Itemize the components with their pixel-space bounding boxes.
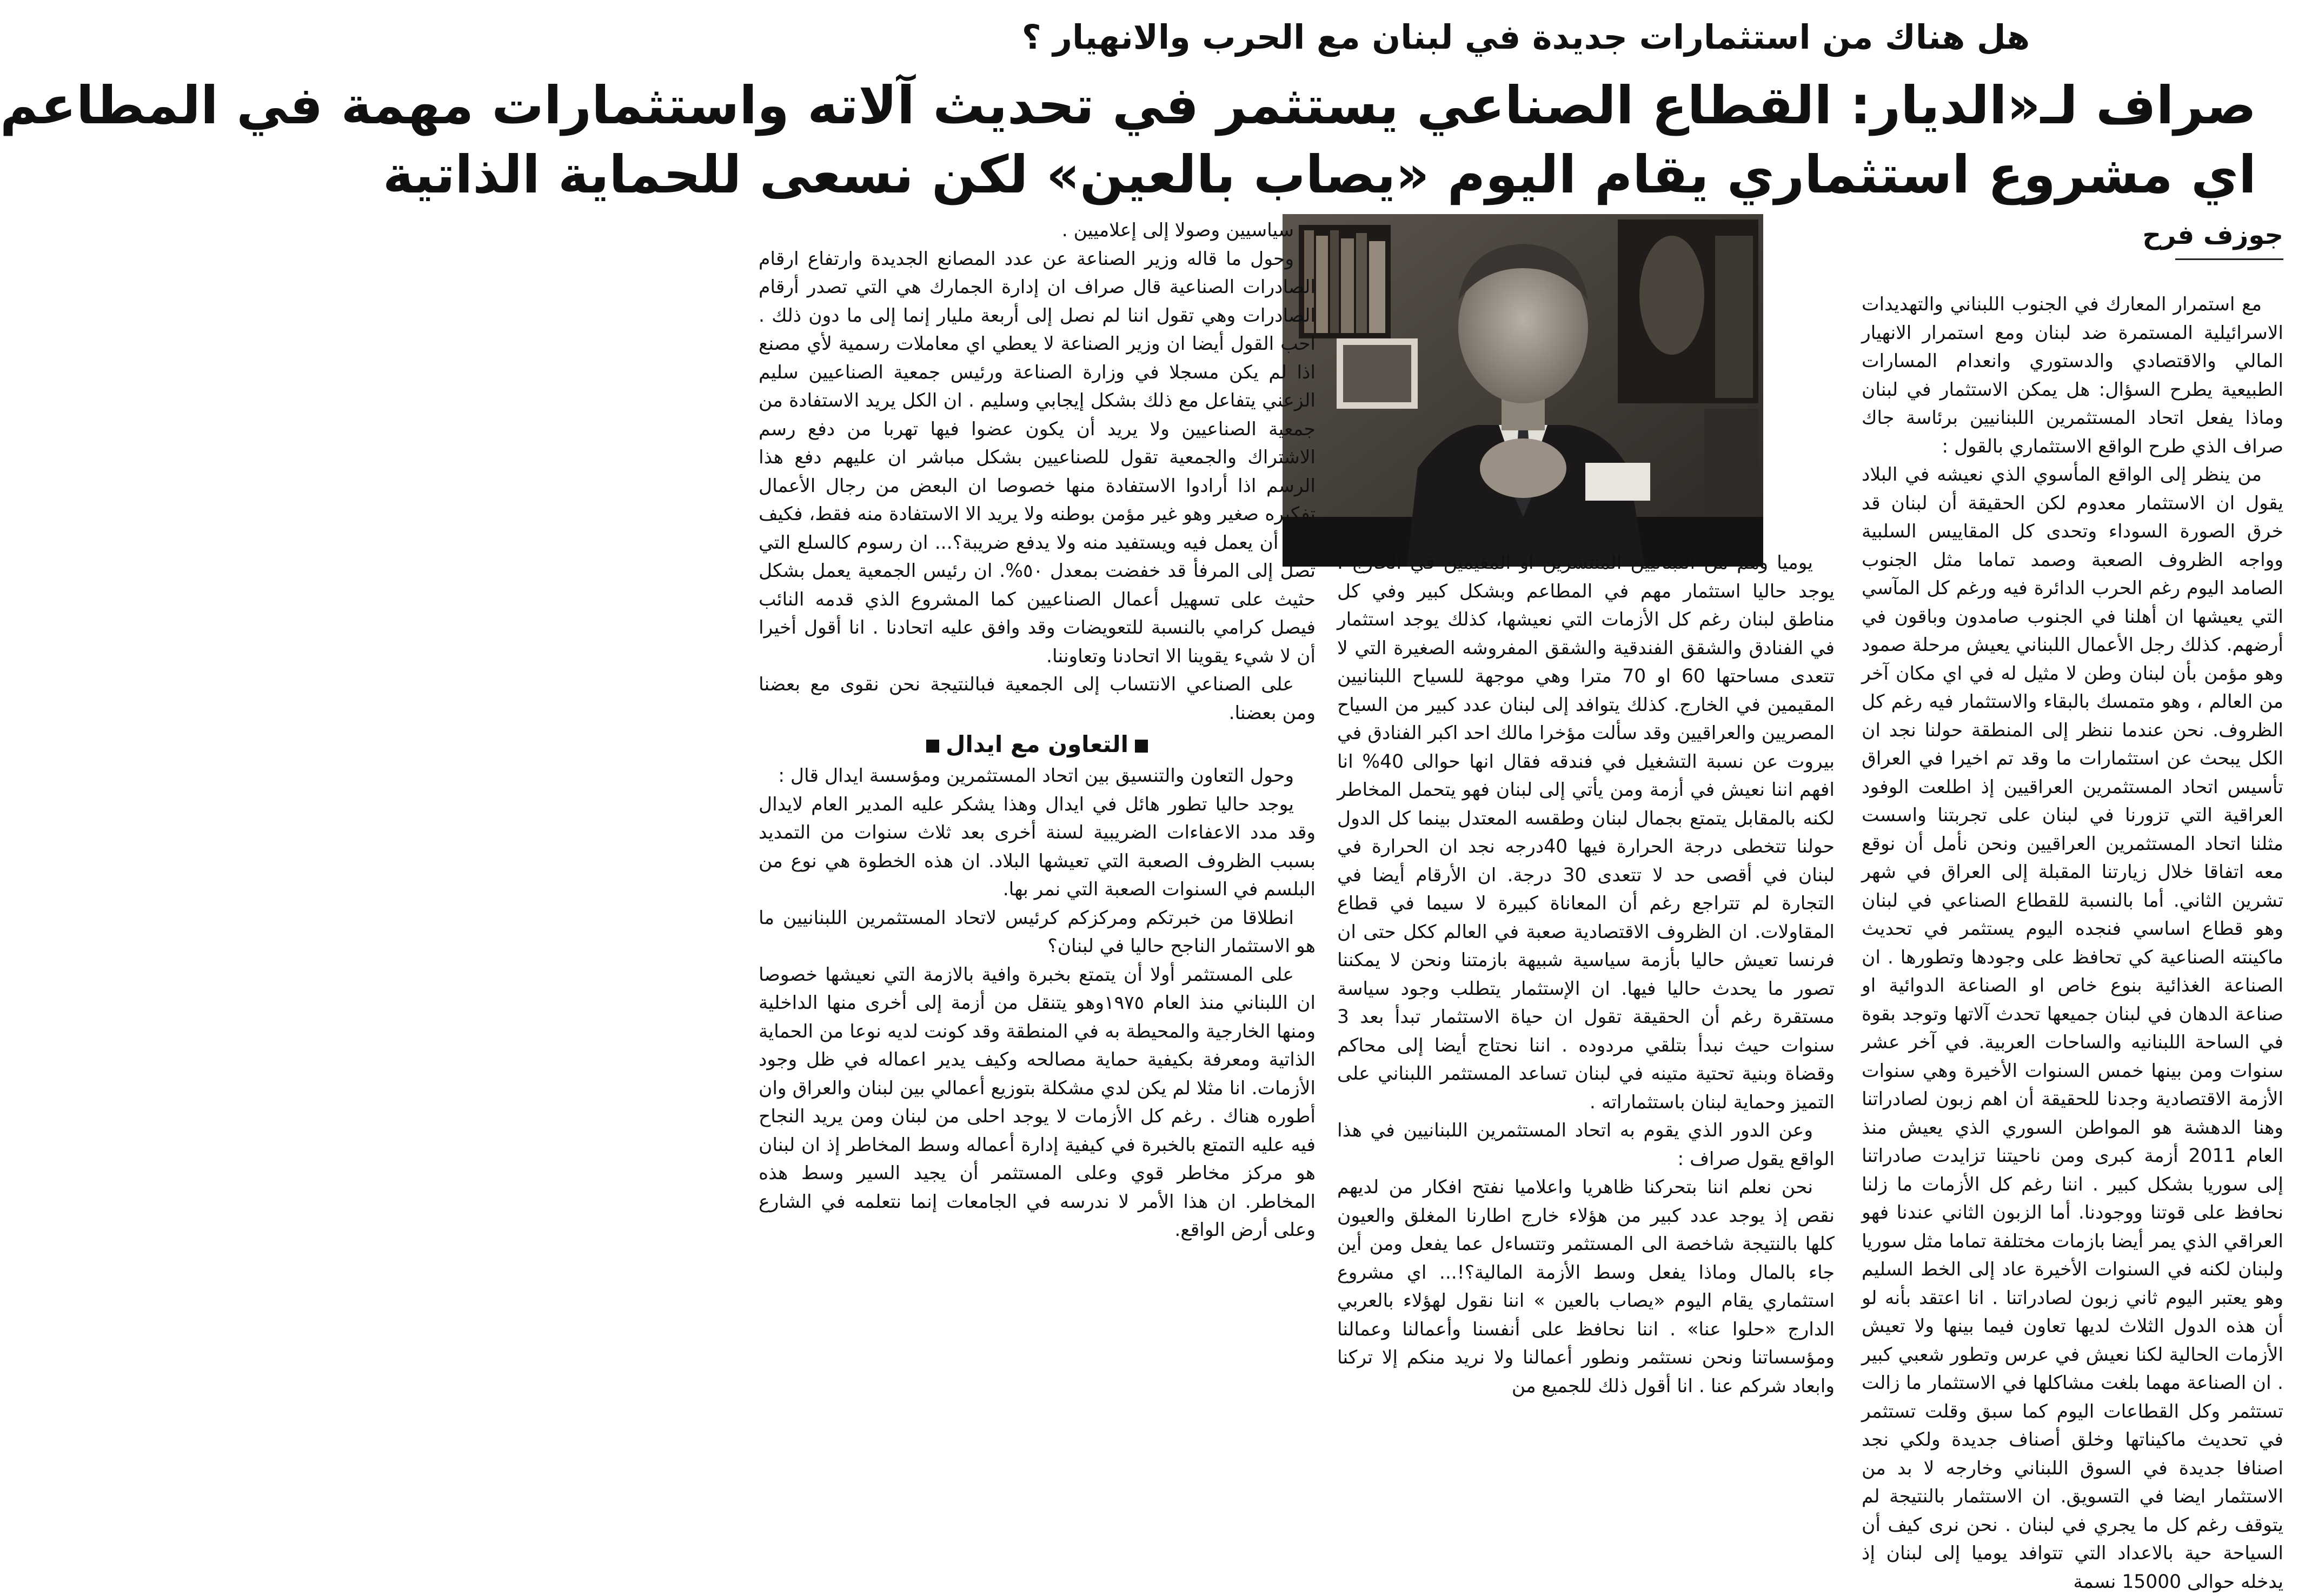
paragraph: مع استمرار المعارك في الجنوب اللبناني والتهديدات الاسرائيلية المستمرة ضد لبنان ومع استمرار الانهيار المالي والاقتصادي والدستوري وانعدام المسارات الطبيعية يطرح السؤال: هل يمكن الاستثمار في لبنان وماذا يفعل اتحاد المستثمرين اللبنانيين برئاسة جاك صراف الذي طرح الواقع الاستثماري بالقول : [1862, 294, 2283, 457]
paragraph: انطلاقا من خبرتكم ومركزكم كرئيس لاتحاد المستثمرين اللبنانيين ما هو الاستثمار الناجح حاليا في لبنان؟ [759, 907, 1316, 957]
paragraph: من ينظر إلى الواقع المأسوي الذي نعيشه في البلاد يقول ان الاستثمار معدوم لكن الحقيقة أن لبنان قد خرق الصورة السوداء وتحدى كل المقاييس السلبية وواجه الظروف الصعبة وصمد تماما مثل الجنوب الصامد اليوم رغم الحرب الدائرة فيه ورغم كل المآسي التي يعيشها ان أهلنا في الجنوب صامدون وباقون في أرضهم. كذلك رجل الأعمال اللبناني يعيش مرحلة صمود وهو مؤمن بأن لبنان وطن لا مثيل له في اي مكان آخر من العالم ، وهو متمسك بالبقاء والاستثمار فيه رغم كل الظروف. نحن عندما ننظر إلى المنطقة حولنا نجد ان الكل يبحث عن استثمارات ما وقد تم اخيرا في العراق تأسيس اتحاد المستثمرين العراقيين إذ اطلعت الوفود العراقية التي تزورنا في لبنان على تجربتنا واسست مثلنا اتحاد المستثمرين العراقيين ونحن نأمل أن نوقع معه اتفاقا خلال زيارتنا المقبلة إلى العراق في شهر تشرين الثاني. أما بالنسبة للقطاع الصناعي في لبنان وهو قطاع اساسي فنجده اليوم يستثمر في تحديث ماكينته الصناعية كي تحافظ على وجودها وتطورها . ان الصناعة الغذائية بنوع خاص او الصناعة الدوائية او صناعة الدهان في لبنان جميعها تحدث آلاتها وتوجد بقوة في الساحة اللبنانيه والساحات العربية. في آخر عشر سنوات ومن بينها خمس السنوات الأخيرة وهي سنوات الأزمة الاقتصادية وجدنا للحقيقة أن اهم زبون لصادراتنا وهنا الدهشة هو المواطن السوري الذي يعيش منذ العام 2011 أزمة كبرى ومن ناحيتنا تزايدت صادراتنا إلى سوريا بشكل كبير . اننا رغم كل الأزمات ما زلنا نحافظ على قوتنا ووجودنا. أما الزبون الثاني عندنا فهو العراقي الذي يمر أيضا بازمات مختلفة تماما مثل سوريا ولبنان لكنه في السنوات الأخيرة عاد إلى الخط السليم وهو يعتبر اليوم ثاني زبون لصادراتنا . انا اعتقد بأنه لو أن هذه الدول الثلاث لديها تعاون فيما بينها ولا تعيش الأزمات الحالية لكنا نعيش في عرس وتطور شعبي كبير . ان الصناعة مهما بلغت مشاكلها في الاستثمار ما زالت تستثمر وكل القطاعات اليوم كما سبق وقلت تستثمر في تحديث ماكيناتها وخلق أصناف جديدة ولكي نجد اصنافا جديدة في السوق اللبناني وخارجه لا بد من الاستثمار ايضا في التسويق. ان الاستثمار بالنتيجة لم يتوقف رغم كل ما يجري في لبنان . نحن نرى كيف أن السياحة حية بالاعداد التي تتوافد يوميا إلى لبنان إذ يدخله حوالى 15000 نسمة [1862, 464, 2283, 1593]
article-headline-secondary: اي مشروع استثماري يقام اليوم «يصاب بالعين» لكن نسعى للحماية الذاتية [382, 144, 2256, 205]
paragraph: نحن نعلم اننا بتحركنا ظاهريا واعلاميا نفتح افكار من لديهم نقص إذ يوجد عدد كبير من هؤلاء خارج اطارنا المغلق والعيون كلها بالنتيجة شاخصة الى المستثمر وتتساءل عما يفعل ومن أين جاء بالمال وماذا يفعل وسط الأزمة المالية؟!... اي مشروع استثماري يقام اليوم «يصاب بالعين » اننا نقول لهؤلاء بالعربي الدارج «حلوا عنا» . اننا نحافظ على أنفسنا وأعمالنا وعمالنا ومؤسساتنا ونحن نستثمر ونطور أعمالنا ولا نريد منكم إلا تركنا وابعاد شركم عنا . انا أقول ذلك للجميع من [1337, 1176, 1835, 1397]
article-column-middle [1337, 549, 1835, 1514]
square-bullet-icon [926, 740, 939, 753]
article-column-left [759, 216, 1316, 1514]
article-column-right [1862, 216, 2283, 1593]
paragraph: وحول التعاون والتنسيق بين اتحاد المستثمرين ومؤسسة ايدال قال : [778, 765, 1294, 787]
paragraph: يوميا وهم من اللبنانيين المنتشرين او المقيمين في الخارج . يوجد حاليا استثمار مهم في المطاعم وبشكل كبير وفي كل مناطق لبنان رغم كل الأزمات التي نعيشها، كذلك يوجد استثمار في الفنادق والشقق الفندقية والشقق المفروشه الصغيرة التي لا تتعدى مساحتها 60 او 70 مترا وهي موجهة للسياح اللبنانيين المقيمين في الخارج. كذلك يتوافد إلى لبنان عدد كبير من السياح المصريين والعراقيين وقد سألت مؤخرا مالك احد اكبر الفنادق في بيروت عن نسبة التشغيل في فندقه فقال انها حوالى 40% انا افهم اننا نعيش في أزمة ومن يأتي إلى لبنان فهو يتحمل المخاطر لكنه بالمقابل يتمتع بجمال لبنان وطقسه المعتدل بينما كل الدول حولنا تتخطى درجة الحرارة فيها 40درجه نجد ان الحرارة في لبنان في أقصى حد لا تتعدى 30 درجة. ان الأرقام أيضا في التجارة لم تتراجع رغم أن المعاناة كبيرة لا سيما في قطاع المقاولات. ان الظروف الاقتصادية صعبة في العالم ككل حتى ان فرنسا تعيش حاليا بأزمة سياسية شبيهة بازمتنا ونحن لا يمكننا تصور ما يحدث حاليا فيها. ان الإستثمار يتطلب وجود سياسة مستقرة رغم أن الحقيقة تقول ان حياة الاستثمار تبدأ بعد 3 سنوات حيث نبدأ بتلقي مردوده . اننا نحتاج أيضا إلى محاكم وقضاة وبنية تحتية متينه في لبنان تساعد المستثمر اللبناني على التميز وحماية لبنان باستثماراته . [1337, 552, 1835, 1113]
section-subhead-label: التعاون مع ايدال [946, 731, 1128, 757]
paragraph: وعن الدور الذي يقوم به اتحاد المستثمرين اللبنانيين في هذا الواقع يقول صراف : [1337, 1120, 1835, 1170]
paragraph: سياسيين وصولا إلى إعلاميين . [1061, 220, 1294, 241]
portrait-photo-icon [1283, 214, 1763, 567]
square-bullet-icon [1135, 740, 1148, 753]
paragraph: يوجد حاليا تطور هائل في ايدال وهذا يشكر عليه المدير العام لايدال وقد مدد الاعفاءات الضريبية لسنة أخرى بعد ثلاث سنوات من التمديد بسبب الظروف الصعبة التي تعيشها البلاد. ان هذه الخطوة هي نوع من البلسم في السنوات الصعبة التي نمر بها. [759, 793, 1316, 900]
paragraph: على الصناعي الانتساب إلى الجمعية فبالنتيجة نحن نقوى مع بعضنا ومن بعضنا. [759, 674, 1316, 724]
article-headline-primary: صراف لـ«الديار: القطاع الصناعي يستثمر في تحديث آلاته واستثمارات مهمة في المطاعم [0, 75, 2256, 136]
byline-divider [2175, 258, 2283, 260]
portrait-photo [1283, 214, 1763, 567]
byline: جوزف فرح [2142, 220, 2283, 250]
section-subhead [759, 727, 1316, 762]
paragraph: وحول ما قاله وزير الصناعة عن عدد المصانع الجديدة وارتفاع ارقام الصادرات الصناعية قال صراف ان إدارة الجمارك هي التي تصدر أرقام الصادرات وهي تقول اننا لم نصل إلى أربعة مليار إنما إلى ما دون ذلك . احب القول أيضا ان وزير الصناعة لا يعطي اي معاملات رسمية لأي مصنع اذا لم يكن مسجلا في وزارة الصناعة ورئيس جمعية الصناعيين سليم الزعني يتفاعل مع ذلك بشكل إيجابي وسليم . ان الكل يريد الاستفادة من جمعية الصناعيين ولا يريد أن يكون عضوا فيها تهربا من دفع رسم الاشتراك والجمعية تقول للصناعيين بشكل مباشر ان عليهم دفع هذا الرسم اذا أرادوا الاستفادة منها خصوصا ان البعض من رجال الأعمال تفكيره صغير وهو غير مؤمن بوطنه ولا يريد الا الاستفادة منه فقط، فكيف يريد أن يعمل فيه ويستفيد منه ولا يدفع ضريبة؟... ان رسوم كالسلع التي تصل إلى المرفأ قد خفضت بمعدل ٥٠%. ان رئيس الجمعية يعمل بشكل حثيث على تسهيل أعمال الصناعيين كما المشروع الذي قدمه النائب فيصل كرامي بالنسبة للتعويضات وقد وافق عليه اتحادنا . انا أقول أخيرا أن لا شيء يقوينا الا اتحادنا وتعاوننا. [759, 248, 1316, 667]
paragraph: على المستثمر أولا أن يتمتع بخبرة وافية بالازمة التي نعيشها خصوصا ان اللبناني منذ العام ١٩٧٥وهو يتنقل من أزمة إلى أخرى منها الداخلية ومنها الخارجية والمحيطة به في المنطقة وقد كونت لديه نوعا من الحماية الذاتية ومعرفة بكيفية حماية مصالحه وكيف يدير اعماله في ظل وجود الأزمات. انا مثلا لم يكن لدي مشكلة بتوزيع أعمالي بين لبنان والعراق وان أطوره هناك . رغم كل الأزمات لا يوجد احلى من لبنان ومن يريد النجاح فيه عليه التمتع بالخبرة في كيفية إدارة أعماله وسط المخاطر إذ ان لبنان هو مركز مخاطر قوي وعلى المستثمر أن يجيد السير وسط هذه المخاطر. ان هذا الأمر لا ندرسه في الجامعات إنما نتعلمه في الشارع وعلى أرض الواقع. [759, 963, 1316, 1241]
article-kicker: هل هناك من استثمارات جديدة في لبنان مع الحرب والانهيار ؟ [1021, 17, 2030, 57]
